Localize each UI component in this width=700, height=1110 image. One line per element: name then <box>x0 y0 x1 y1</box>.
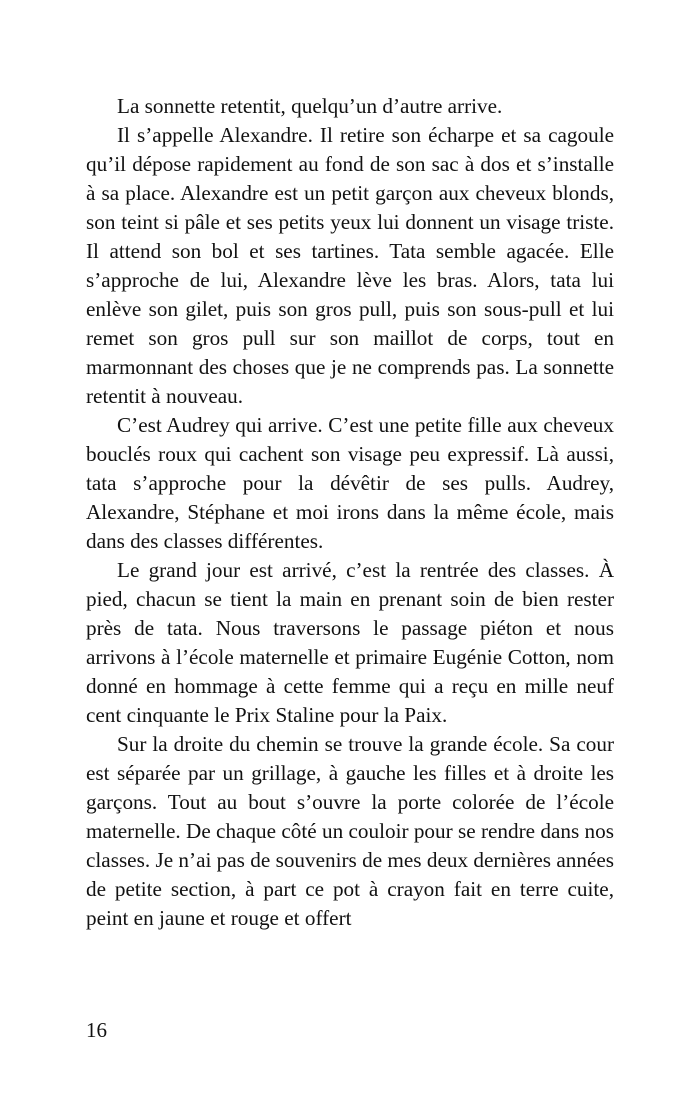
body-text <box>86 92 614 933</box>
paragraph-4: Le grand jour est arrivé, c’est la rentrée des classes. À pied, chacun se tient la main en prenant soin de bien rester près de tata. Nous traversons le passage piéton et nous arrivons à l’école maternelle et primaire Eugénie Cotton, nom donné en hommage à cette femme qui a reçu en mille neuf cent cinquante le Prix Staline pour la Paix. <box>86 558 614 727</box>
page-number: 16 <box>86 1018 107 1042</box>
paragraph-5: Sur la droite du chemin se trouve la grande école. Sa cour est séparée par un grillage, à gauche les filles et à droite les garçons. Tout au bout s’ouvre la porte colorée de l’école maternelle. De chaque côté un couloir pour se rendre dans nos classes. Je n’ai pas de souvenirs de mes deux dernières années de petite section, à part ce pot à crayon fait en terre cuite, peint en jaune et rouge et offert <box>86 732 614 930</box>
paragraph-2: Il s’appelle Alexandre. Il retire son écharpe et sa cagoule qu’il dépose rapidement au fond de son sac à dos et s’installe à sa place. Alexandre est un petit garçon aux cheveux blonds, son teint si pâle et ses petits yeux lui donnent un visage triste. Il attend son bol et ses tartines. Tata semble agacée. Elle s’approche de lui, Alexandre lève les bras. Alors, tata lui enlève son gilet, puis son gros pull, puis son sous-pull et lui remet son gros pull sur son maillot de corps, tout en marmonnant des choses que je ne comprends pas. La sonnette retentit à nouveau. <box>86 123 614 408</box>
paragraph-3: C’est Audrey qui arrive. C’est une petite fille aux cheveux bouclés roux qui cachent son visage peu expressif. Là aussi, tata s’approche pour la dévêtir de ses pulls. Audrey, Alexandre, Stéphane et moi irons dans la même école, mais dans des classes différentes. <box>86 413 614 553</box>
paragraph-1: La sonnette retentit, quelqu’un d’autre arrive. <box>117 94 503 118</box>
